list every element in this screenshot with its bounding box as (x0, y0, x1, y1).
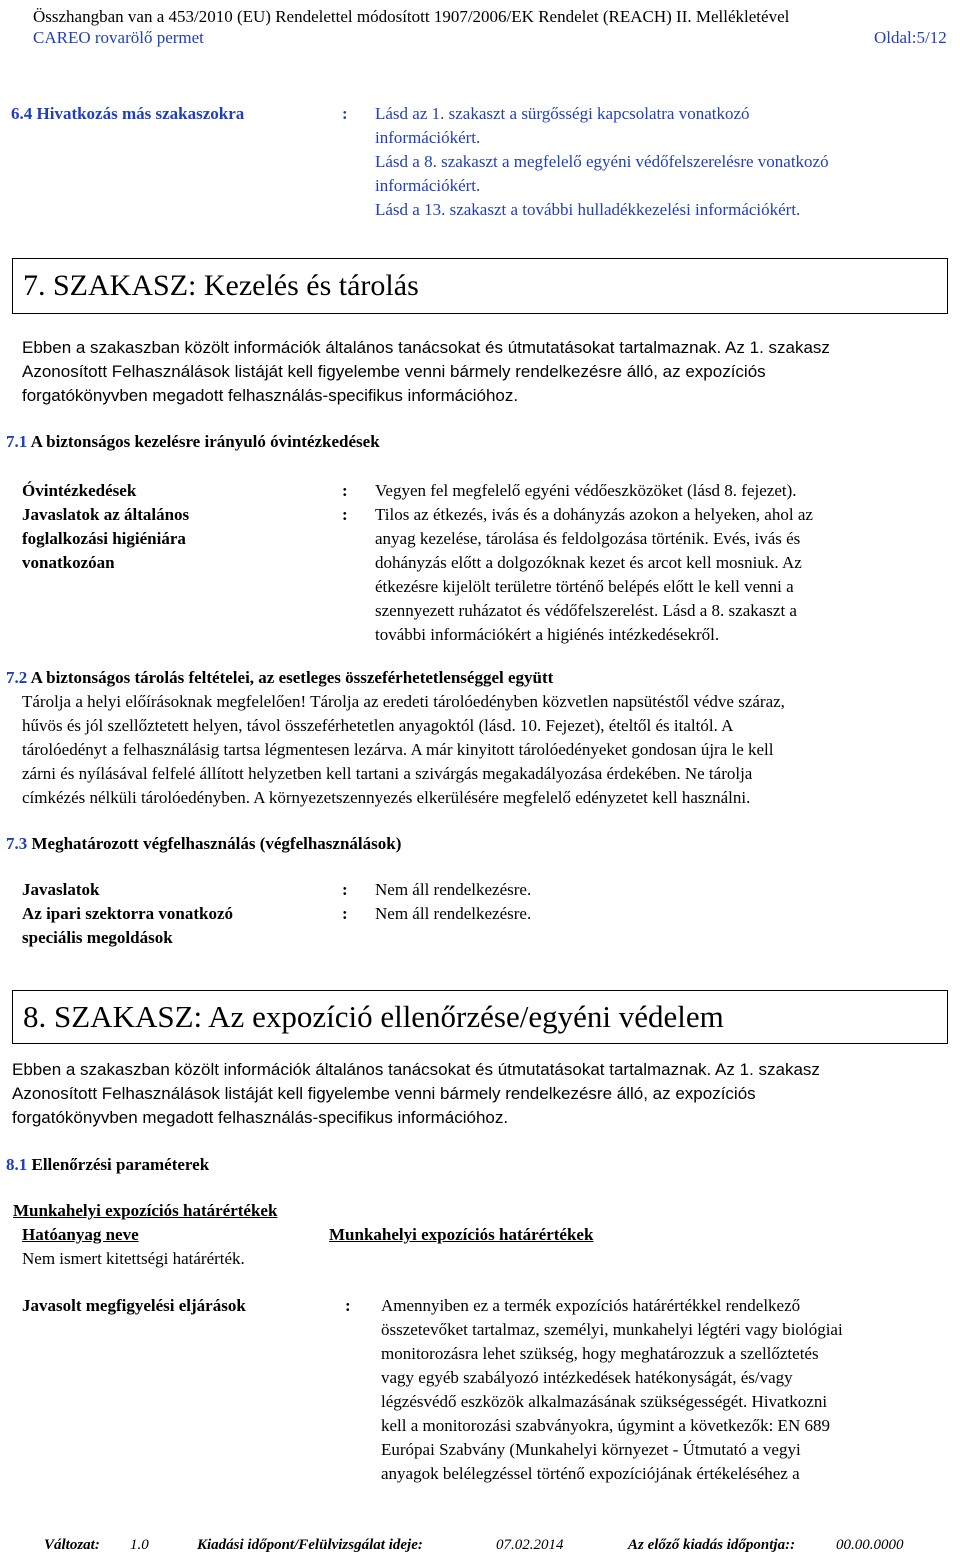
s72-heading (6, 666, 553, 690)
body-line: tárolóedényt a felhasználásig tartsa légmentesen lezárva. A már kinyitott tárolóedényeket gondosan újra le kell (22, 740, 774, 759)
footer-previous-date: 00.00.0000 (836, 1537, 904, 1553)
s64-line: Lásd a 8. szakaszt a megfelelő egyéni védőfelszerelésre vonatkozó (375, 152, 829, 171)
body-line: címkézés nélküli tárolóedényben. A környezetszennyezés elkerülésére megfelelő edényzetet kell használni. (22, 788, 751, 807)
s71-row1-colon: : (342, 481, 348, 500)
s73-heading (6, 832, 401, 856)
value-line: dohányzás előtt a dolgozóknak kezet és arcot kell mosniuk. Az (375, 553, 802, 572)
monitoring-label: Javasolt megfigyelési eljárások (22, 1296, 246, 1315)
footer-version-label: Változat: (44, 1537, 100, 1553)
s73-row1-value: Nem áll rendelkezésre. (375, 880, 532, 899)
s64-colon: : (342, 104, 348, 123)
intro-line: Azonosított Felhasználások listáját kell figyelembe venni bármely rendelkezésre álló, az expozíciós (12, 1084, 756, 1103)
column-substance-name: Hatóanyag neve (22, 1225, 139, 1244)
s71-heading (6, 430, 380, 454)
s71-row1-label: Óvintézkedések (22, 481, 137, 500)
body-line: hűvös és jól szellőztetett helyen, távol összeférhetetlen anyagoktól (lásd. 10. Fejezet), ételtől és italtól. A (22, 716, 734, 735)
monitor-line: anyagok belélegzéssel történő expozíciójának értékeléséhez a (381, 1464, 800, 1483)
section-8-intro (12, 1058, 932, 1130)
s81-number: 8.1 (6, 1155, 28, 1174)
s72-body (22, 690, 947, 810)
value-line: étkezésre kijelölt területre történő belépés előtt le kell venni a (375, 577, 794, 596)
footer-previous-label: Az előző kiadás időpontja:: (628, 1537, 796, 1553)
monitoring-text (381, 1294, 941, 1486)
s73-number: 7.3 (6, 834, 28, 853)
intro-line: Azonosított Felhasználások listáját kell figyelembe venni bármely rendelkezésre álló, az expozíciós (22, 362, 766, 381)
section-7-title: 7. SZAKASZ: Kezelés és tárolás (12, 258, 948, 314)
footer-issue-date: 07.02.2014 (496, 1537, 564, 1553)
s71-row1-value: Vegyen fel megfelelő egyéni védőeszközöket (lásd 8. fejezet). (375, 481, 797, 500)
s73-row1-label: Javaslatok (22, 880, 100, 899)
intro-line: forgatókönyvben megadott felhasználás-specifikus információhoz. (12, 1108, 509, 1127)
s71-title: A biztonságos kezelésre irányuló óvintézkedések (30, 432, 380, 451)
column-exposure-limits: Munkahelyi expozíciós határértékek (329, 1225, 594, 1244)
label-line: Javaslatok az általános (22, 505, 190, 524)
value-line: Tilos az étkezés, ivás és a dohányzás azokon a helyeken, ahol az (375, 505, 813, 524)
s64-text (375, 102, 935, 222)
s72-number: 7.2 (6, 668, 28, 687)
s71-row2-value (375, 503, 935, 647)
s71-row2-label (22, 503, 189, 575)
monitor-line: kell a monitorozási szabványokra, úgymint a következők: EN 689 (381, 1416, 830, 1435)
header-regulation: Összhangban van a 453/2010 (EU) Rendelettel módosított 1907/2006/EK Rendelet (REACH) II. Mellékletével (33, 7, 790, 26)
intro-line: Ebben a szakaszban közölt információk általános tanácsokat és útmutatásokat tartalmaznak. Az 1. szakasz (22, 338, 830, 357)
label-line: speciális megoldások (22, 928, 173, 947)
monitoring-colon: : (345, 1296, 351, 1315)
s73-title: Meghatározott végfelhasználás (végfelhasználások) (31, 834, 402, 853)
footer-version: 1.0 (130, 1537, 149, 1553)
value-line: további információkért a higiénés intézkedésekről. (375, 625, 720, 644)
monitor-line: légzésvédő eszközök alkalmazásának szükségességét. Hivatkozni (381, 1392, 828, 1411)
s73-row2-label (22, 902, 233, 950)
value-line: szennyezett ruházatot és védőfelszerelést. Lásd a 8. szakaszt a (375, 601, 797, 620)
s71-number: 7.1 (6, 432, 28, 451)
s81-heading (6, 1153, 209, 1177)
s72-title: A biztonságos tárolás feltételei, az esetleges összeférhetetlenséggel együtt (30, 668, 554, 687)
label-line: vonatkozóan (22, 553, 115, 572)
monitor-line: monitorozásra lehet szükség, hogy meghatározzuk a szellőztetés (381, 1344, 819, 1363)
monitor-line: Amennyiben ez a termék expozíciós határértékkel rendelkező (381, 1296, 801, 1315)
section-7-intro (22, 336, 932, 408)
s73-row1-colon: : (342, 880, 348, 899)
label-line: Az ipari szektorra vonatkozó (22, 904, 234, 923)
s81-title: Ellenőrzési paraméterek (31, 1155, 210, 1174)
monitor-line: Európai Szabvány (Munkahelyi környezet - Útmutató a vegyi (381, 1440, 801, 1459)
s71-row2-colon: : (342, 505, 348, 524)
label-line: foglalkozási higiéniára (22, 529, 186, 548)
s64-line: Lásd a 13. szakaszt a további hulladékkezelési információkért. (375, 200, 801, 219)
value-line: anyag kezelése, tárolása és feldolgozása történik. Evés, ivás és (375, 529, 801, 548)
s64-line: információkért. (375, 128, 481, 147)
s64-line: információkért. (375, 176, 481, 195)
body-line: zárni és nyílásával felfelé állított helyzetben kell tartani a szivárgás megakadályozása érdekében. Ne tárolja (22, 764, 753, 783)
s64-label: 6.4 Hivatkozás más szakaszokra (11, 104, 245, 123)
no-known-limit: Nem ismert kitettségi határérték. (22, 1249, 245, 1268)
header-product-name: CAREO rovarölő permet (33, 28, 204, 47)
header-page-number: Oldal:5/12 (874, 28, 947, 47)
monitor-line: vagy egyéb szabályozó intézkedések hatékonyságát, és/vagy (381, 1368, 793, 1387)
intro-line: Ebben a szakaszban közölt információk általános tanácsokat és útmutatásokat tartalmaznak. Az 1. szakasz (12, 1060, 820, 1079)
footer-issue-label: Kiadási időpont/Felülvizsgálat ideje: (197, 1537, 423, 1553)
body-line: Tárolja a helyi előírásoknak megfelelően! Tárolja az eredeti tárolóedényben közvetlen napsütéstől védve száraz, (22, 692, 785, 711)
s73-row2-value: Nem áll rendelkezésre. (375, 904, 532, 923)
monitor-line: összetevőket tartalmaz, személyi, munkahelyi légtéri vagy biológiai (381, 1320, 843, 1339)
section-8-title: 8. SZAKASZ: Az expozíció ellenőrzése/egyéni védelem (12, 990, 948, 1044)
s73-row2-colon: : (342, 904, 348, 923)
s64-line: Lásd az 1. szakaszt a sürgősségi kapcsolatra vonatkozó (375, 104, 750, 123)
exposure-limits-heading: Munkahelyi expozíciós határértékek (13, 1201, 278, 1220)
intro-line: forgatókönyvben megadott felhasználás-specifikus információhoz. (22, 386, 519, 405)
